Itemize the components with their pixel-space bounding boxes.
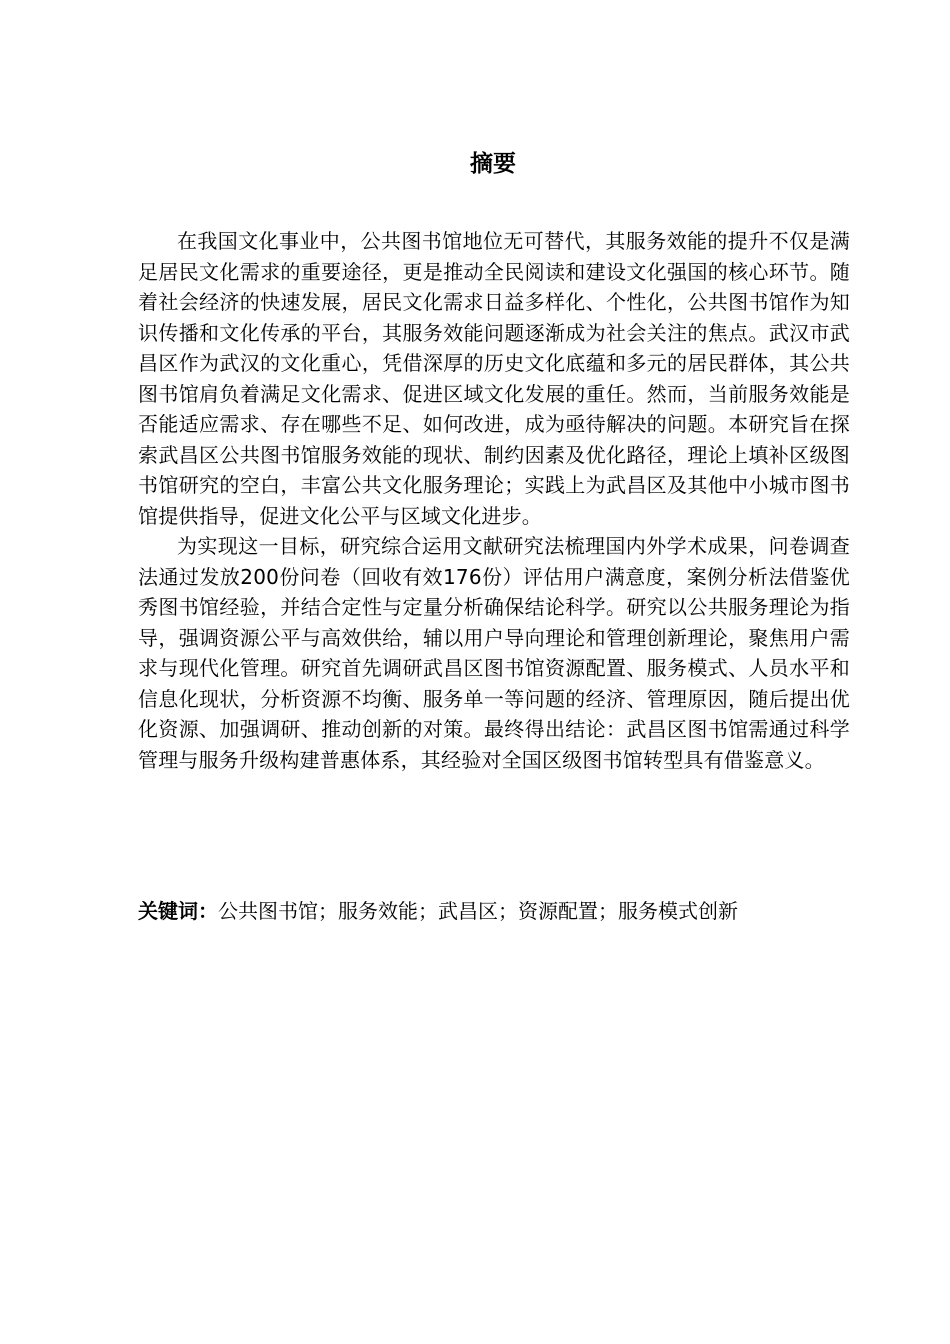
keywords-line	[138, 896, 850, 926]
abstract-paragraph-1: 在我国文化事业中，公共图书馆地位无可替代，其服务效能的提升不仅是满足居民文化需求的重要途径，更是推动全民阅读和建设文化强国的核心环节。随着社会经济的快速发展，居民文化需求日益多样化、个性化，公共图书馆作为知识传播和文化传承的平台，其服务效能问题逐渐成为社会关注的焦点。武汉市武昌区作为武汉的文化重心，凭借深厚的历史文化底蕴和多元的居民群体，其公共图书馆肩负着满足文化需求、促进区域文化发展的重任。然而，当前服务效能是否能适应需求、存在哪些不足、如何改进，成为亟待解决的问题。本研究旨在探索武昌区公共图书馆服务效能的现状、制约因素及优化路径，理论上填补区级图书馆研究的空白，丰富公共文化服务理论；实践上为武昌区及其他中小城市图书馆提供指导，促进文化公平与区域文化进步。	[138, 229, 850, 528]
keywords-list: 公共图书馆；服务效能；武昌区；资源配置；服务模式创新	[218, 899, 738, 923]
abstract-title: 摘要	[470, 151, 516, 177]
abstract-paragraph-2: 为实现这一目标，研究综合运用文献研究法梳理国内外学术成果，问卷调查法通过发放200份问卷（回收有效176份）评估用户满意度，案例分析法借鉴优秀图书馆经验，并结合定性与定量分析确保结论科学。研究以公共服务理论为指导，强调资源公平与高效供给，辅以用户导向理论和管理创新理论，聚焦用户需求与现代化管理。研究首先调研武昌区图书馆资源配置、服务模式、人员水平和信息化现状，分析资源不均衡、服务单一等问题的经济、管理原因，随后提出优化资源、加强调研、推动创新的对策。最终得出结论：武昌区图书馆需通过科学管理与服务升级构建普惠体系，其经验对全国区级图书馆转型具有借鉴意义。	[138, 534, 850, 772]
keywords-label: 关键词：	[138, 899, 218, 923]
abstract-body	[138, 226, 850, 775]
